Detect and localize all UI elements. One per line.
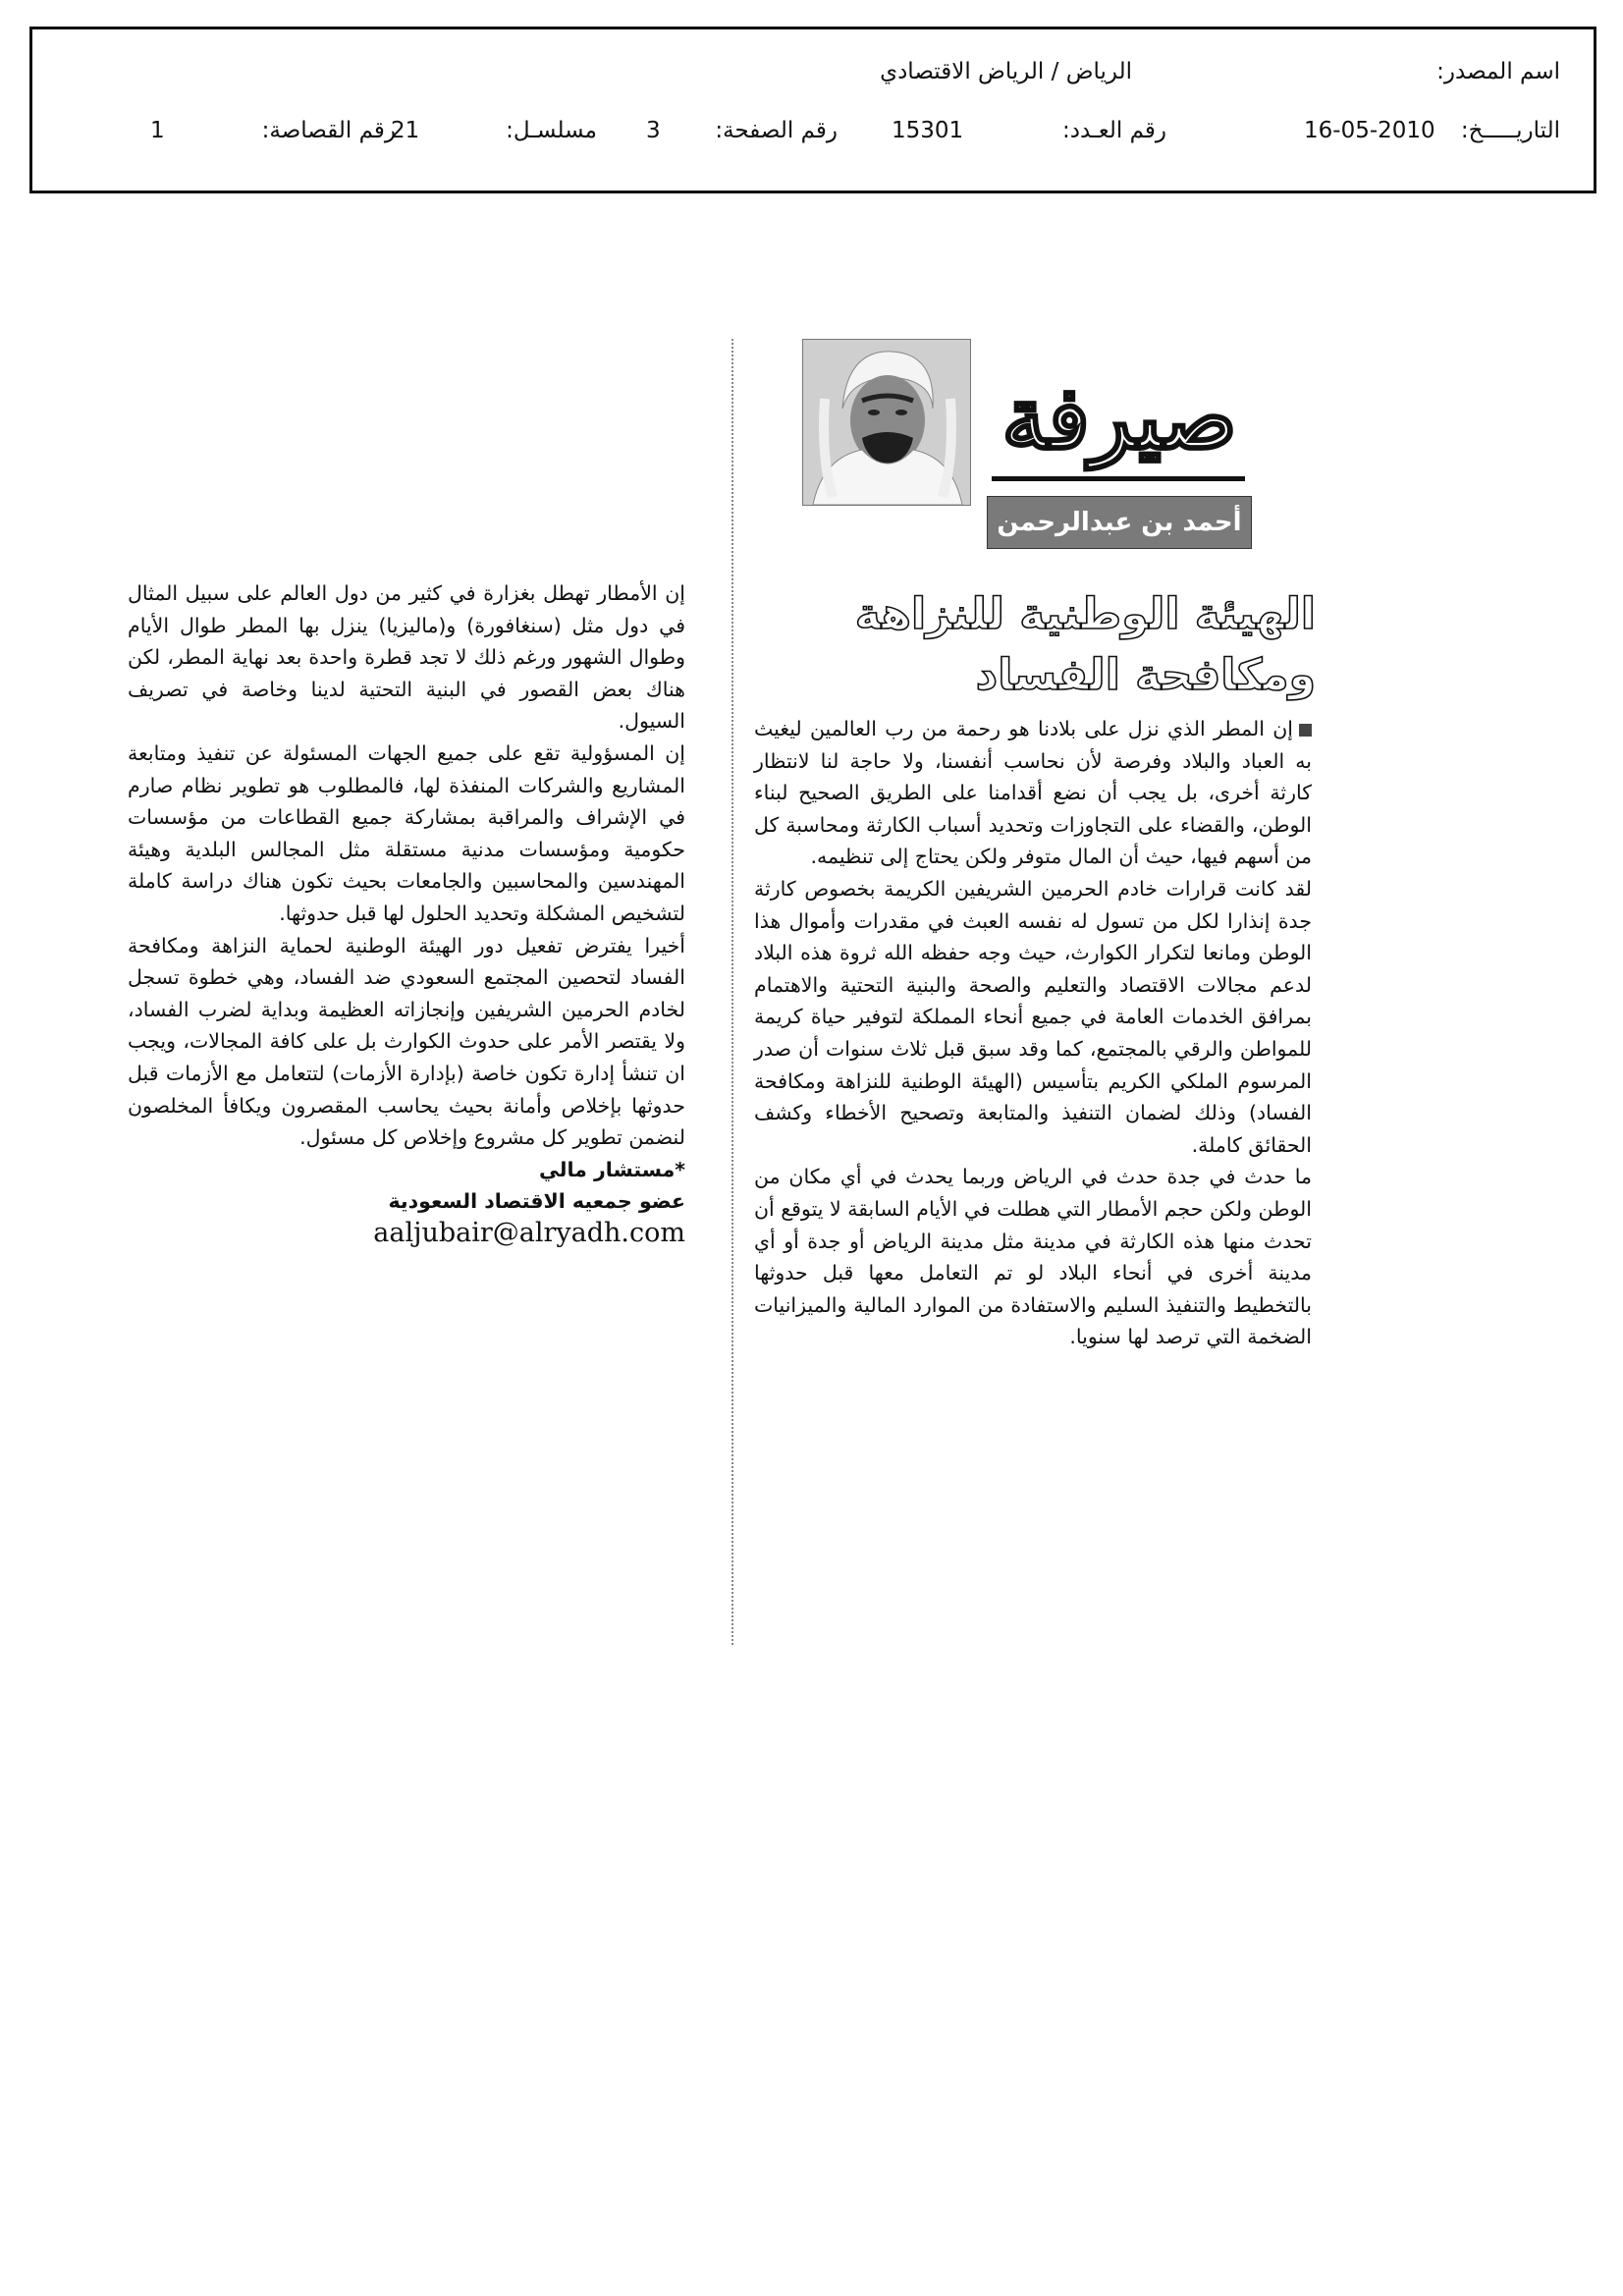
article-paragraph: لقد كانت قرارات خادم الحرمين الشريفين الكريمة بخصوص كارثة جدة إنذارا لكل من تسول له نفسه العبث في مقدرات وأموال هذا الوطن ومانعا لتكرار الكوارث، حيث وجه حفظه الله ثروة هذه البلاد لدعم مجالات الاقتصاد والتعليم والصحة والبنية التحتية والاهتمام بمرافق الخدمات العامة في جميع أنحاء المملكة لتوفير حياة كريمة للمواطن والرقي بالمجتمع، كما وقد سبق قبل ثلاث سنوات أن صدر المرسوم الملكي الكريم بتأسيس (الهيئة الوطنية للنزاهة ومكافحة الفساد) وذلك لضمان التنفيذ والمتابعة وتصحيح الأخطاء وكشف الحقائق كاملة.: [754, 876, 1312, 1157]
author-portrait-icon: [803, 340, 970, 505]
signature-org: عضو جمعيه الاقتصاد السعودية: [388, 1189, 685, 1214]
bullet-square-icon: [1299, 724, 1312, 737]
serial-value: 21: [391, 118, 420, 143]
article-headline: الهيئة الوطنية للنزاهة ومكافحة الفساد: [854, 589, 1316, 700]
page-label: رقم الصفحة:: [715, 118, 838, 143]
date-label: التاريـــــخ:: [1460, 118, 1560, 143]
source-label: اسم المصدر:: [1436, 59, 1560, 84]
article-paragraph: أخيرا يفترض تفعيل دور الهيئة الوطنية لحماية النزاهة ومكافحة الفساد لتحصين المجتمع السعودي ضد الفساد، وهي خطوة تسجل لخادم الحرمين الشريفين وإنجازاته العظيمة وبداية لضرب الفساد، ولا يقتصر الأمر على حدوث الكوارث بل على كافة المجالات، ويجب ان تنشأ إدارة تكون خاصة (بإدارة الأزمات) لتتعامل مع الأزمات قبل حدوثها بإخلاص وأمانة بحيث يحاسب المقصرون ويكافأ المخلصون لنضمن تطوير كل مشروع وإخلاص كل مسئول.: [128, 933, 685, 1150]
article-paragraph: إن المسؤولية تقع على جميع الجهات المسئولة عن تنفيذ ومتابعة المشاريع والشركات المنفذة لها، فالمطلوب هو تطوير نظام صارم في الإشراف والمراقبة بمشاركة جميع القطاعات من مؤسسات حكومية ومؤسسات مدنية مستقلة مثل المجالس البلدية وهيئة المهندسين والمحاسبين والجامعات بحيث تكون هناك دراسة كاملة لتشخيص المشكلة وتحديد الحلول لها قبل حدوثها.: [128, 740, 685, 925]
column-title-rule: [992, 476, 1245, 481]
issue-label: رقم العـدد:: [1061, 118, 1166, 143]
article-column-left: [128, 577, 685, 1249]
clipping-header: [29, 27, 1596, 193]
signature-title: *مستشار مالي: [539, 1157, 685, 1181]
clip-label: رقم القصاصة:: [261, 118, 396, 143]
issue-value: 15301: [892, 118, 964, 143]
date-value: 16-05-2010: [1304, 118, 1435, 143]
clip-value: 1: [150, 118, 165, 143]
page-value: 3: [646, 118, 661, 143]
column-title: صيرفة: [1001, 366, 1237, 468]
serial-label: مسلسـل:: [506, 118, 597, 143]
article-paragraph: ما حدث في جدة حدث في الرياض وربما يحدث في أي مكان من الوطن ولكن حجم الأمطار التي هطلت في الأيام السابقة لا يتوقع أن تحدث منها هذه الكارثة في مدينة مثل مدينة الرياض أو جدة أو أي مدينة أخرى في أنحاء البلاد لو تم التعامل معها قبل حدوثها بالتخطيط والتنفيذ السليم والاستفادة من الموارد المالية والميزانيات الضخمة التي ترصد لها سنويا.: [754, 1165, 1312, 1349]
column-divider: [731, 339, 733, 1645]
article-column-right: [754, 713, 1312, 1353]
source-value: الرياض / الرياض الاقتصادي: [880, 59, 1132, 84]
article-paragraph: إن المطر الذي نزل على بلادنا هو رحمة من رب العالمين ليغيث به العباد والبلاد وفرصة لأن نحاسب أنفسنا، ولا حاجة لنا لانتظار كارثة أخرى، بل يجب أن نضع أقدامنا على الطريق الصحيح لبناء الوطن، والقضاء على التجاوزات وتحديد أسباب الكارثة ومحاسبة كل من أسهم فيها، حيث أن المال متوفر ولكن يحتاج إلى تنظيمه.: [754, 717, 1312, 869]
article-paragraph: إن الأمطار تهطل بغزارة في كثير من دول العالم على سبيل المثال في دول مثل (سنغافورة) و(ماليزيا) ينزل بها المطر طوال الأيام وطوال الشهور ورغم ذلك لا تجد قطرة واحدة بعد نهاية المطر، لكن هناك بعض القصور في البنية التحتية لدينا وخاصة في تصريف السيول.: [128, 581, 685, 734]
author-email: aaljubair@alryadh.com: [373, 1217, 685, 1248]
author-name: أحمد بن عبدالرحمن الجبير*: [987, 496, 1252, 549]
author-photo: [802, 339, 971, 506]
